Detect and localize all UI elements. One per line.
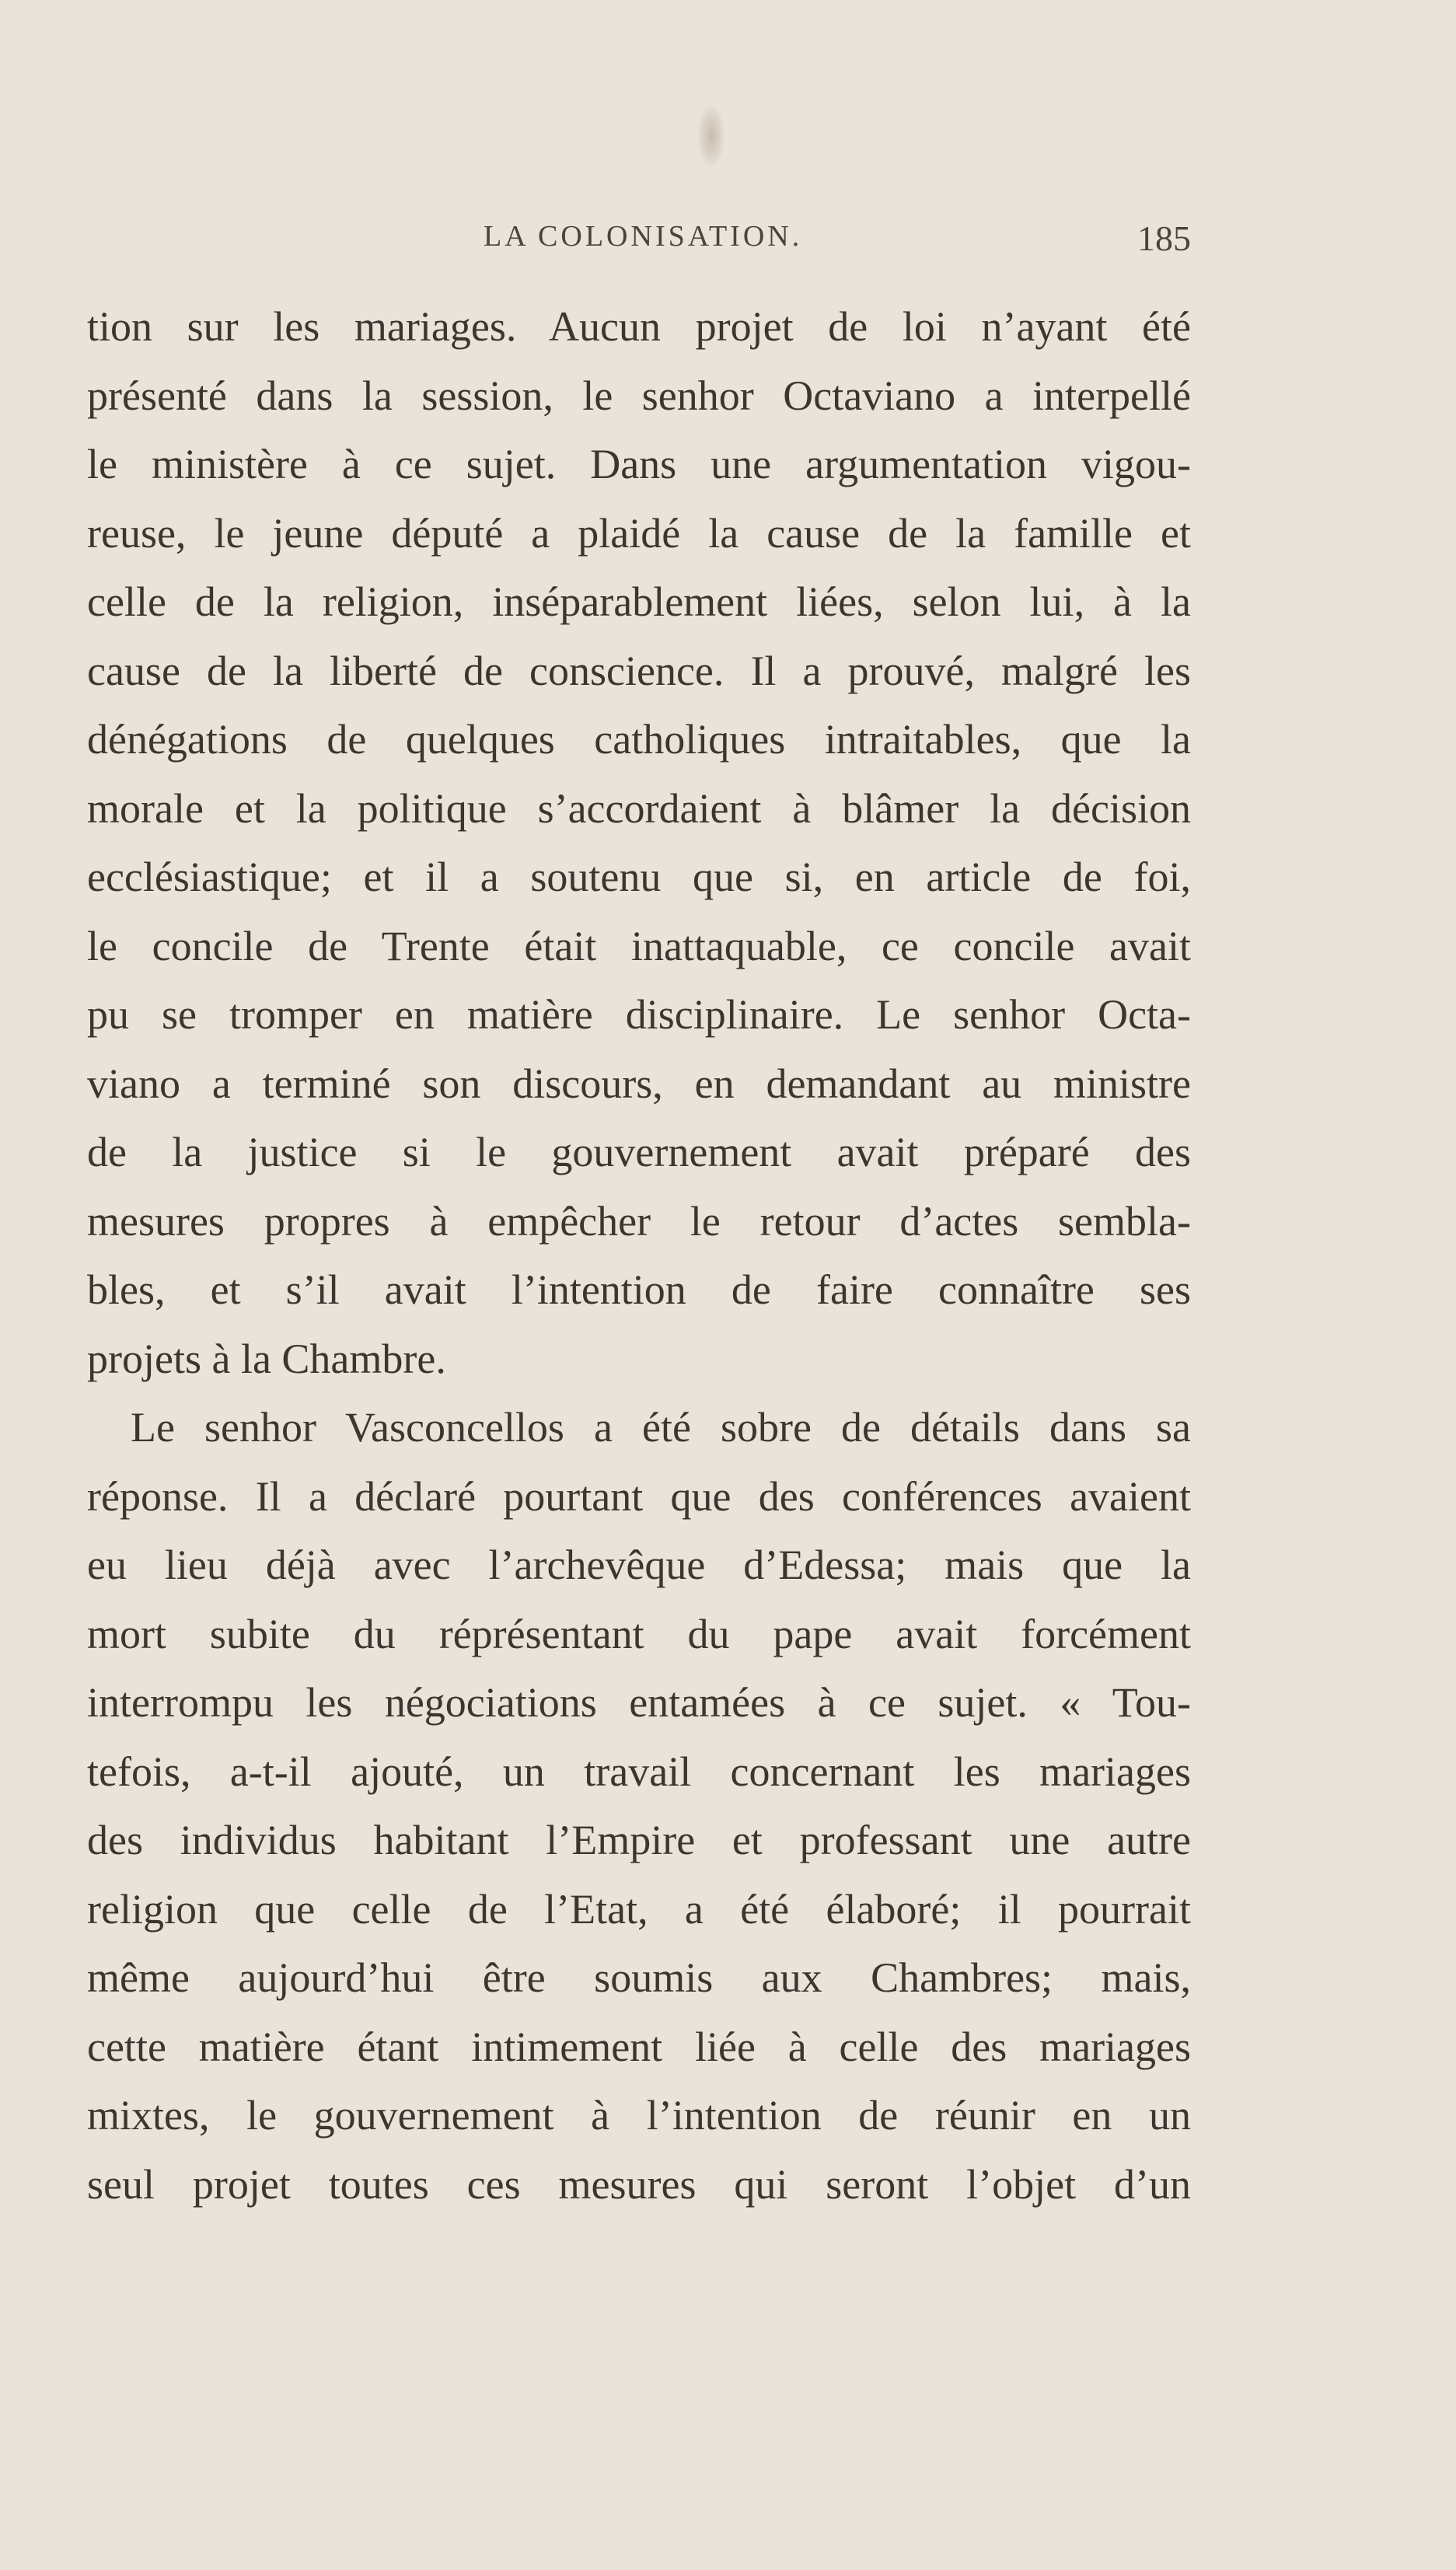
text-line: réponse. Il a déclaré pourtant que des conférences avaient	[87, 1472, 1191, 1520]
body-text	[87, 292, 1191, 2219]
text-line: ecclésiastique; et il a soutenu que si, en article de foi,	[87, 854, 1191, 900]
text-line: seul projet toutes ces mesures qui seront l’objet d’un	[87, 2160, 1191, 2208]
text-line: mort subite du réprésentant du pape avait forcément	[87, 1610, 1191, 1657]
page-stain	[698, 105, 725, 167]
text-line: mixtes, le gouvernement à l’intention de réunir en un	[87, 2092, 1191, 2139]
text-line: tefois, a-t-il ajouté, un travail concernant les mariages	[87, 1748, 1191, 1795]
paragraph-end-line: projets à la Chambre.	[87, 1335, 446, 1382]
page-header	[87, 218, 1191, 264]
text-line: reuse, le jeune député a plaidé la cause de la famille et	[87, 509, 1191, 557]
text-line: pu se tromper en matière disciplinaire. Le senhor Octa-	[87, 991, 1191, 1038]
text-line: même aujourd’hui être soumis aux Chambres; mais,	[87, 1954, 1191, 2001]
text-line: interrompu les négociations entamées à ce sujet. « Tou-	[87, 1679, 1191, 1726]
text-line: le concile de Trente était inattaquable, ce concile avait	[87, 922, 1191, 969]
text-line: dénégations de quelques catholiques intraitables, que la	[87, 716, 1191, 763]
text-line: de la justice si le gouvernement avait préparé des	[87, 1129, 1191, 1175]
text-line: religion que celle de l’Etat, a été élaboré; il pourrait	[87, 1885, 1191, 1933]
text-line: bles, et s’il avait l’intention de faire connaître ses	[87, 1266, 1191, 1313]
text-line: le ministère à ce sujet. Dans une argumentation vigou-	[87, 441, 1191, 487]
text-line: mesures propres à empêcher le retour d’actes sembla-	[87, 1197, 1191, 1245]
text-line: cette matière étant intimement liée à celle des mariages	[87, 2023, 1191, 2070]
text-line: morale et la politique s’accordaient à blâmer la décision	[87, 784, 1191, 832]
text-line: tion sur les mariages. Aucun projet de loi n’ayant été	[87, 303, 1191, 350]
text-line: des individus habitant l’Empire et professant une autre	[87, 1817, 1191, 1863]
text-line: viano a terminé son discours, en demandant au ministre	[87, 1060, 1191, 1107]
paragraph-start-line: Le senhor Vasconcellos a été sobre de détails dans sa	[131, 1404, 1191, 1451]
text-line: eu lieu déjà avec l’archevêque d’Edessa; mais que la	[87, 1542, 1191, 1588]
running-head: LA COLONISATION.	[484, 220, 803, 253]
page-number: 185	[1137, 218, 1191, 258]
text-line: celle de la religion, inséparablement liées, selon lui, à la	[87, 578, 1191, 625]
text-line: cause de la liberté de conscience. Il a prouvé, malgré les	[87, 647, 1191, 694]
text-line: présenté dans la session, le senhor Octaviano a interpellé	[87, 372, 1191, 419]
